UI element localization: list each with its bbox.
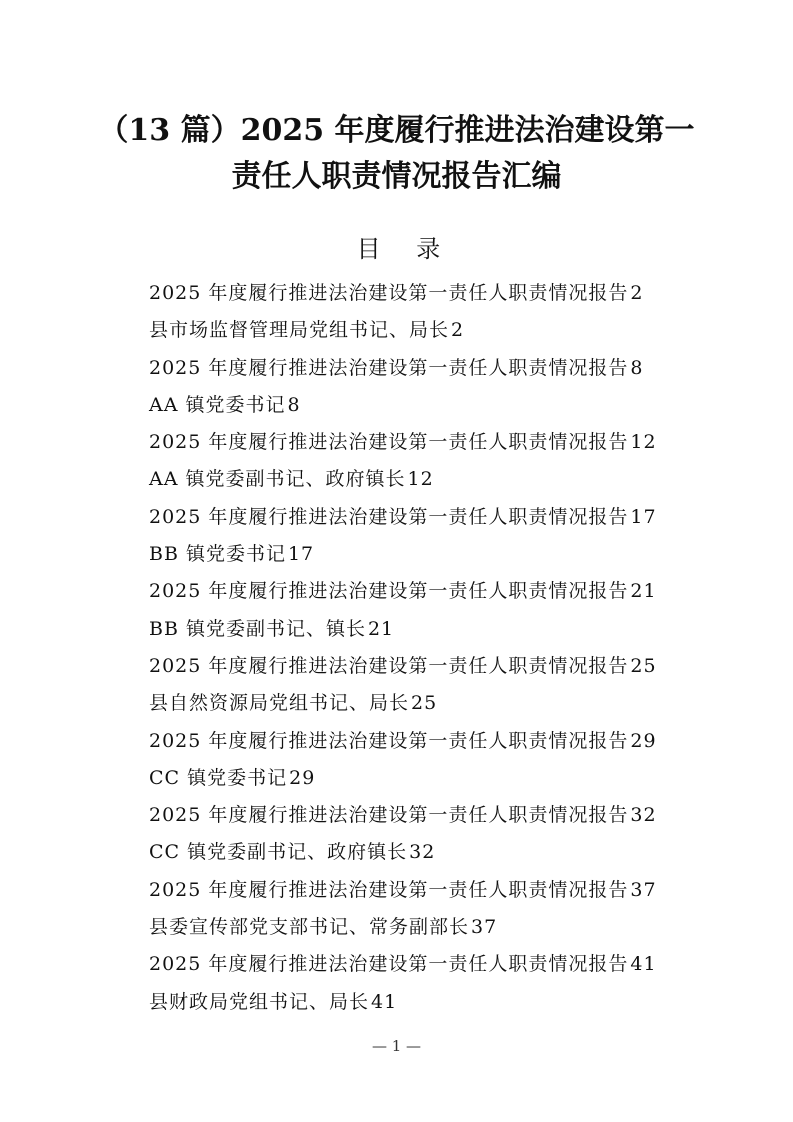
toc-entry[interactable] (149, 499, 689, 536)
toc-entry-title: 2025 年度履行推进法治建设第一责任人职责情况报告 (149, 282, 629, 304)
toc-entry-title: 县委宣传部党支部书记、常务副部长 (149, 916, 470, 939)
toc-entry-page-number: 25 (411, 692, 438, 715)
toc-entry-page-number: 17 (630, 505, 657, 528)
toc-entry-page-number: 29 (289, 766, 316, 789)
document-title (90, 108, 703, 200)
toc-entry[interactable] (149, 834, 689, 871)
toc-entry[interactable] (149, 573, 689, 610)
toc-entry-page-number: 2 (630, 282, 644, 304)
toc-entry[interactable] (149, 350, 689, 387)
toc-entry-page-number: 37 (630, 878, 657, 901)
toc-entry[interactable] (149, 797, 689, 834)
toc-entry-title: 县自然资源局党组书记、局长 (149, 692, 410, 715)
toc-entry-title: BB 镇党委副书记、镇长 (149, 617, 366, 640)
toc-entry-page-number: 29 (630, 729, 657, 752)
toc-entry-page-number: 2 (451, 319, 465, 342)
toc-entry-page-number: 21 (367, 617, 395, 640)
toc-entry-title: CC 镇党委副书记、政府镇长 (149, 841, 408, 864)
toc-heading: 目 录 (356, 235, 455, 263)
toc-entry[interactable] (149, 424, 689, 461)
toc-entry[interactable] (149, 946, 689, 983)
toc-entry[interactable] (149, 461, 689, 498)
toc-entry-page-number: 25 (630, 654, 657, 677)
toc-entry-title: 2025 年度履行推进法治建设第一责任人职责情况报告 (149, 878, 629, 901)
toc-entry-title: 2025 年度履行推进法治建设第一责任人职责情况报告 (149, 580, 629, 603)
toc-entry-title: 2025 年度履行推进法治建设第一责任人职责情况报告 (149, 804, 629, 827)
table-of-contents (149, 275, 689, 1021)
toc-entry-title: 2025 年度履行推进法治建设第一责任人职责情况报告 (149, 654, 629, 677)
toc-entry-page-number: 32 (409, 841, 436, 864)
toc-entry-page-number: 12 (407, 468, 434, 491)
title-line-1: （13 篇）2025 年度履行推进法治建设第一 (98, 113, 695, 148)
toc-entry-page-number: 32 (630, 804, 657, 827)
toc-entry-page-number: 8 (287, 393, 301, 416)
toc-entry[interactable] (149, 611, 689, 648)
toc-entry-title: 2025 年度履行推进法治建设第一责任人职责情况报告 (149, 431, 629, 454)
title-line-2: 责任人职责情况报告汇编 (231, 159, 562, 194)
toc-entry[interactable] (149, 760, 689, 797)
toc-entry[interactable] (149, 648, 689, 685)
toc-entry-page-number: 8 (630, 356, 644, 379)
toc-entry[interactable] (149, 387, 689, 424)
toc-entry-title: BB 镇党委书记 (149, 543, 286, 566)
toc-entry-title: AA 镇党委书记 (149, 393, 286, 416)
toc-entry-page-number: 37 (471, 916, 498, 939)
toc-entry[interactable] (149, 536, 689, 573)
toc-entry-page-number: 12 (630, 431, 657, 454)
toc-entry[interactable] (149, 909, 689, 946)
toc-entry-title: 县财政局党组书记、局长 (149, 990, 370, 1013)
toc-entry-page-number: 21 (630, 580, 657, 603)
toc-entry-page-number: 41 (371, 990, 398, 1013)
toc-entry-title: 县市场监督管理局党组书记、局长 (149, 319, 450, 342)
toc-entry[interactable] (149, 275, 689, 312)
toc-entry-title: CC 镇党委书记 (149, 766, 288, 789)
toc-entry[interactable] (149, 312, 689, 349)
page-number: — 1 — (371, 1037, 422, 1055)
toc-entry-title: 2025 年度履行推进法治建设第一责任人职责情况报告 (149, 356, 629, 379)
toc-entry-title: 2025 年度履行推进法治建设第一责任人职责情况报告 (149, 505, 629, 528)
toc-entry[interactable] (149, 685, 689, 722)
toc-entry[interactable] (149, 984, 689, 1021)
toc-entry-title: AA 镇党委副书记、政府镇长 (149, 468, 406, 491)
toc-entry[interactable] (149, 723, 689, 760)
toc-entry[interactable] (149, 872, 689, 909)
toc-entry-title: 2025 年度履行推进法治建设第一责任人职责情况报告 (149, 729, 629, 752)
toc-entry-page-number: 17 (287, 543, 315, 566)
toc-entry-page-number: 41 (630, 953, 657, 976)
toc-entry-title: 2025 年度履行推进法治建设第一责任人职责情况报告 (149, 953, 629, 976)
